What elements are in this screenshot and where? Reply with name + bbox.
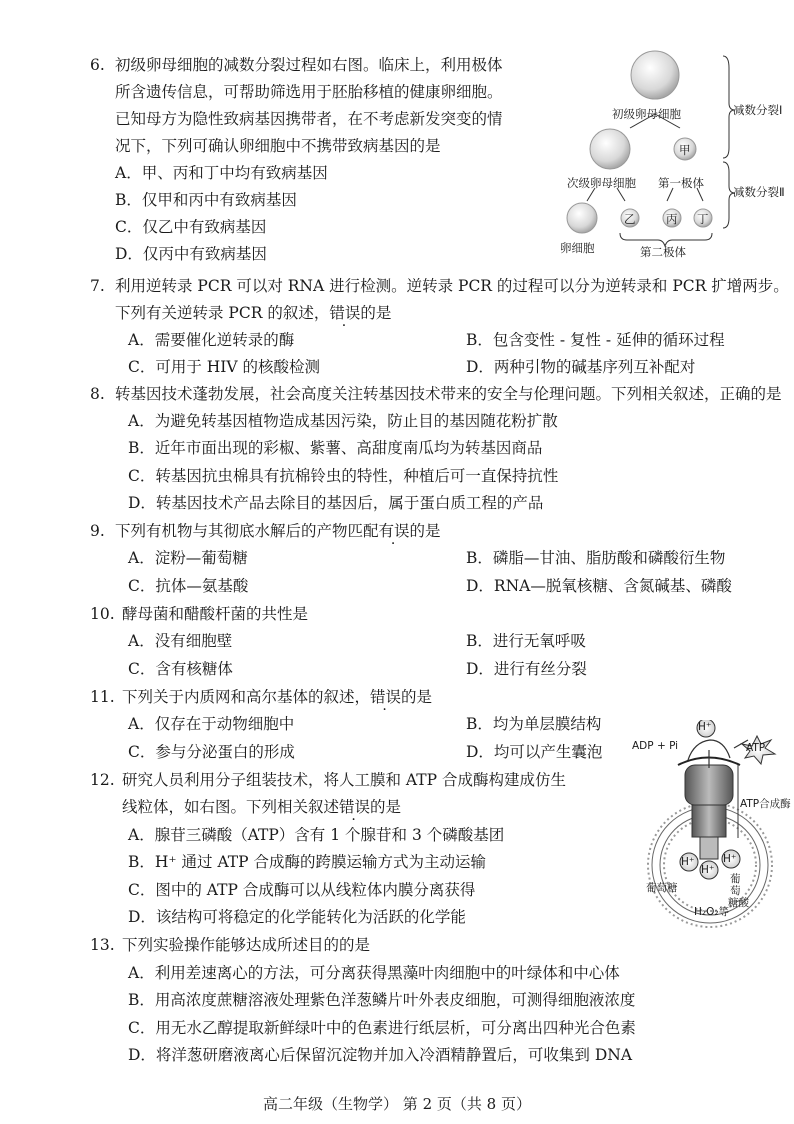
q9-line-pre: 下列有机物与其彻底水解后的产物匹配 <box>115 522 379 540</box>
q6-option-d: D．仅丙中有致病基因 <box>115 245 267 263</box>
q12-option-d: D．该结构可将稳定的化学能转化为活跃的化学能 <box>128 908 466 926</box>
bionic-mitochondria-figure <box>630 720 792 932</box>
q12-line-2-post: 的是 <box>370 798 402 816</box>
q9-line <box>115 521 441 541</box>
q11-option-d: D．均可以产生囊泡 <box>466 743 603 761</box>
q12-line-2-pre: 线粒体，如右图。下列相关叙述 <box>122 798 340 816</box>
label-first-polar-body: 第一极体 <box>658 176 704 190</box>
q10-option-b: B．进行无氧呼吸 <box>466 632 586 650</box>
label-gluconic-3: 糖酸 <box>728 897 749 909</box>
q12-option-b: B．H⁺ 通过 ATP 合成酶的跨膜运输方式为主动运输 <box>128 853 486 871</box>
q9-number: 9. <box>90 522 105 540</box>
q6-line-2: 所含遗传信息，可帮助筛选用于胚胎移植的健康卵细胞。 <box>115 83 503 101</box>
label-atp-synthase: ATP合成酶 <box>740 798 791 810</box>
q8-option-b: B．近年市面出现的彩椒、紫薯、高甜度南瓜均为转基因商品 <box>128 439 543 457</box>
label-meiosis-2: 减数分裂Ⅱ <box>733 185 785 199</box>
q6-line-1: 初级卵母细胞的减数分裂过程如右图。临床上，利用极体 <box>115 56 503 74</box>
egg-cell <box>567 203 597 233</box>
label-atp: ATP <box>746 742 766 754</box>
label-gluconic-2: 萄 <box>730 885 741 897</box>
q13-number: 13. <box>90 936 115 954</box>
q11-option-a: A．仅存在于动物细胞中 <box>128 715 295 733</box>
atp-synthase-membrane-part <box>692 805 726 837</box>
label-secondary-oocyte: 次级卵母细胞 <box>567 176 636 190</box>
q7-option-a: A．需要催化逆转录的酶 <box>128 331 295 349</box>
q10-option-d: D．进行有丝分裂 <box>466 660 587 678</box>
q11-option-b: B．均为单层膜结构 <box>466 715 602 733</box>
label-meiosis-1: 减数分裂Ⅰ <box>733 103 783 117</box>
q8-line: 转基因技术蓬勃发展，社会高度关注转基因技术带来的安全与伦理问题。下列相关叙述，正确的是 <box>115 385 782 403</box>
label-h-mid: H⁺ <box>701 864 715 876</box>
q7-line-1: 利用逆转录 PCR 可以对 RNA 进行检测。逆转录 PCR 的过程可以分为逆转录和 PCR 扩增两步。 <box>115 277 789 295</box>
q8-option-d: D．转基因技术产品去除目的基因后，属于蛋白质工程的产品 <box>128 494 544 512</box>
q11-line-post: 的是 <box>401 688 433 706</box>
q12-line-1: 研究人员利用分子组装技术，将人工膜和 ATP 合成酶构建成仿生 <box>122 771 566 789</box>
q10-option-c: C．含有核糖体 <box>128 660 233 678</box>
page-footer: 高二年级（生物学） 第 2 页（共 8 页） <box>263 1095 531 1113</box>
label-h2o2: H₂O₂等 <box>694 906 730 918</box>
q9-option-a: A．淀粉—葡萄糖 <box>128 549 248 567</box>
q8-number: 8. <box>90 385 105 403</box>
label-glucose: 葡萄糖 <box>646 882 678 894</box>
q11-emphasis: 错误 <box>370 688 402 706</box>
q6-option-b: B．仅甲和丙中有致病基因 <box>115 191 297 209</box>
q7-line-2-pre: 下列有关逆转录 PCR 的叙述， <box>115 304 330 322</box>
label-adp-pi: ADP + Pi <box>632 740 679 752</box>
meiosis-figure <box>555 48 790 263</box>
q7-line-2-post: 的是 <box>360 304 392 322</box>
q8-option-c: C．转基因抗虫棉具有抗棉铃虫的特性，种植后可一直保持抗性 <box>128 467 559 485</box>
q6-number: 6. <box>90 56 105 74</box>
label-jia: 甲 <box>679 143 691 157</box>
q9-option-b: B．磷脂—甘油、脂肪酸和磷酸衍生物 <box>466 549 726 567</box>
label-bing: 丙 <box>666 212 678 226</box>
q6-option-a: A．甲、丙和丁中均有致病基因 <box>115 164 328 182</box>
q13-option-a: A．利用差速离心的方法，可分离获得黑藻叶肉细胞中的叶绿体和中心体 <box>128 964 620 982</box>
q12-line-2 <box>122 797 401 817</box>
q6-option-c: C．仅乙中有致病基因 <box>115 218 267 236</box>
q12-option-a: A．腺苷三磷酸（ATP）含有 1 个腺苷和 3 个磷酸基团 <box>128 826 505 844</box>
q11-number: 11. <box>90 688 115 706</box>
q9-emphasis: 有误 <box>378 522 410 540</box>
atp-synthase-stalk <box>700 837 718 859</box>
q9-option-c: C．抗体—氨基酸 <box>128 577 249 595</box>
q13-option-c: C．用无水乙醇提取新鲜绿叶中的色素进行纸层析，可分离出四种光合色素 <box>128 1019 636 1037</box>
q7-option-d: D．两种引物的碱基序列互补配对 <box>466 358 696 376</box>
q7-line-2 <box>115 303 391 323</box>
label-h-right: H⁺ <box>723 853 737 865</box>
q12-emphasis: 错误 <box>339 798 371 816</box>
q11-line-pre: 下列关于内质网和高尔基体的叙述， <box>122 688 371 706</box>
q10-number: 10. <box>90 605 115 623</box>
label-h-left: H⁺ <box>681 856 695 868</box>
primary-oocyte-cell <box>631 51 679 99</box>
label-yi: 乙 <box>624 212 636 226</box>
q9-line-post: 的是 <box>409 522 441 540</box>
q7-number: 7. <box>90 277 105 295</box>
q13-line: 下列实验操作能够达成所述目的的是 <box>122 936 371 954</box>
q7-emphasis: 错误 <box>329 304 361 322</box>
q12-option-c: C．图中的 ATP 合成酶可以从线粒体内膜分离获得 <box>128 881 476 899</box>
q7-option-c: C．可用于 HIV 的核酸检测 <box>128 358 321 376</box>
q9-option-d: D．RNA—脱氧核糖、含氮碱基、磷酸 <box>466 577 732 595</box>
meiosis-diagram <box>555 48 790 263</box>
q10-option-a: A．没有细胞壁 <box>128 632 233 650</box>
label-ding: 丁 <box>697 212 709 226</box>
secondary-oocyte-cell <box>590 129 630 169</box>
label-primary-oocyte: 初级卵母细胞 <box>612 107 681 121</box>
atp-synthase-head <box>685 765 733 805</box>
label-h-top: H⁺ <box>698 721 712 733</box>
q11-option-c: C．参与分泌蛋白的形成 <box>128 743 295 761</box>
q8-option-a: A．为避免转基因植物造成基因污染，防止目的基因随花粉扩散 <box>128 412 558 430</box>
q12-number: 12. <box>90 771 115 789</box>
label-gluconic-1: 葡 <box>730 873 741 885</box>
q6-line-4: 况下，下列可确认卵细胞中不携带致病基因的是 <box>115 137 441 155</box>
label-egg: 卵细胞 <box>560 241 595 255</box>
q11-line <box>122 687 432 707</box>
label-second-polar-body: 第二极体 <box>640 245 686 259</box>
q13-option-b: B．用高浓度蔗糖溶液处理紫色洋葱鳞片叶外表皮细胞，可测得细胞液浓度 <box>128 991 636 1009</box>
q13-option-d: D．将洋葱研磨液离心后保留沉淀物并加入冷酒精静置后，可收集到 DNA <box>128 1046 633 1064</box>
q6-line-3: 已知母方为隐性致病基因携带者，在不考虑新发突变的情 <box>115 110 503 128</box>
q10-line: 酵母菌和醋酸杆菌的共性是 <box>122 605 309 623</box>
q7-option-b: B．包含变性 - 复性 - 延伸的循环过程 <box>466 331 725 349</box>
